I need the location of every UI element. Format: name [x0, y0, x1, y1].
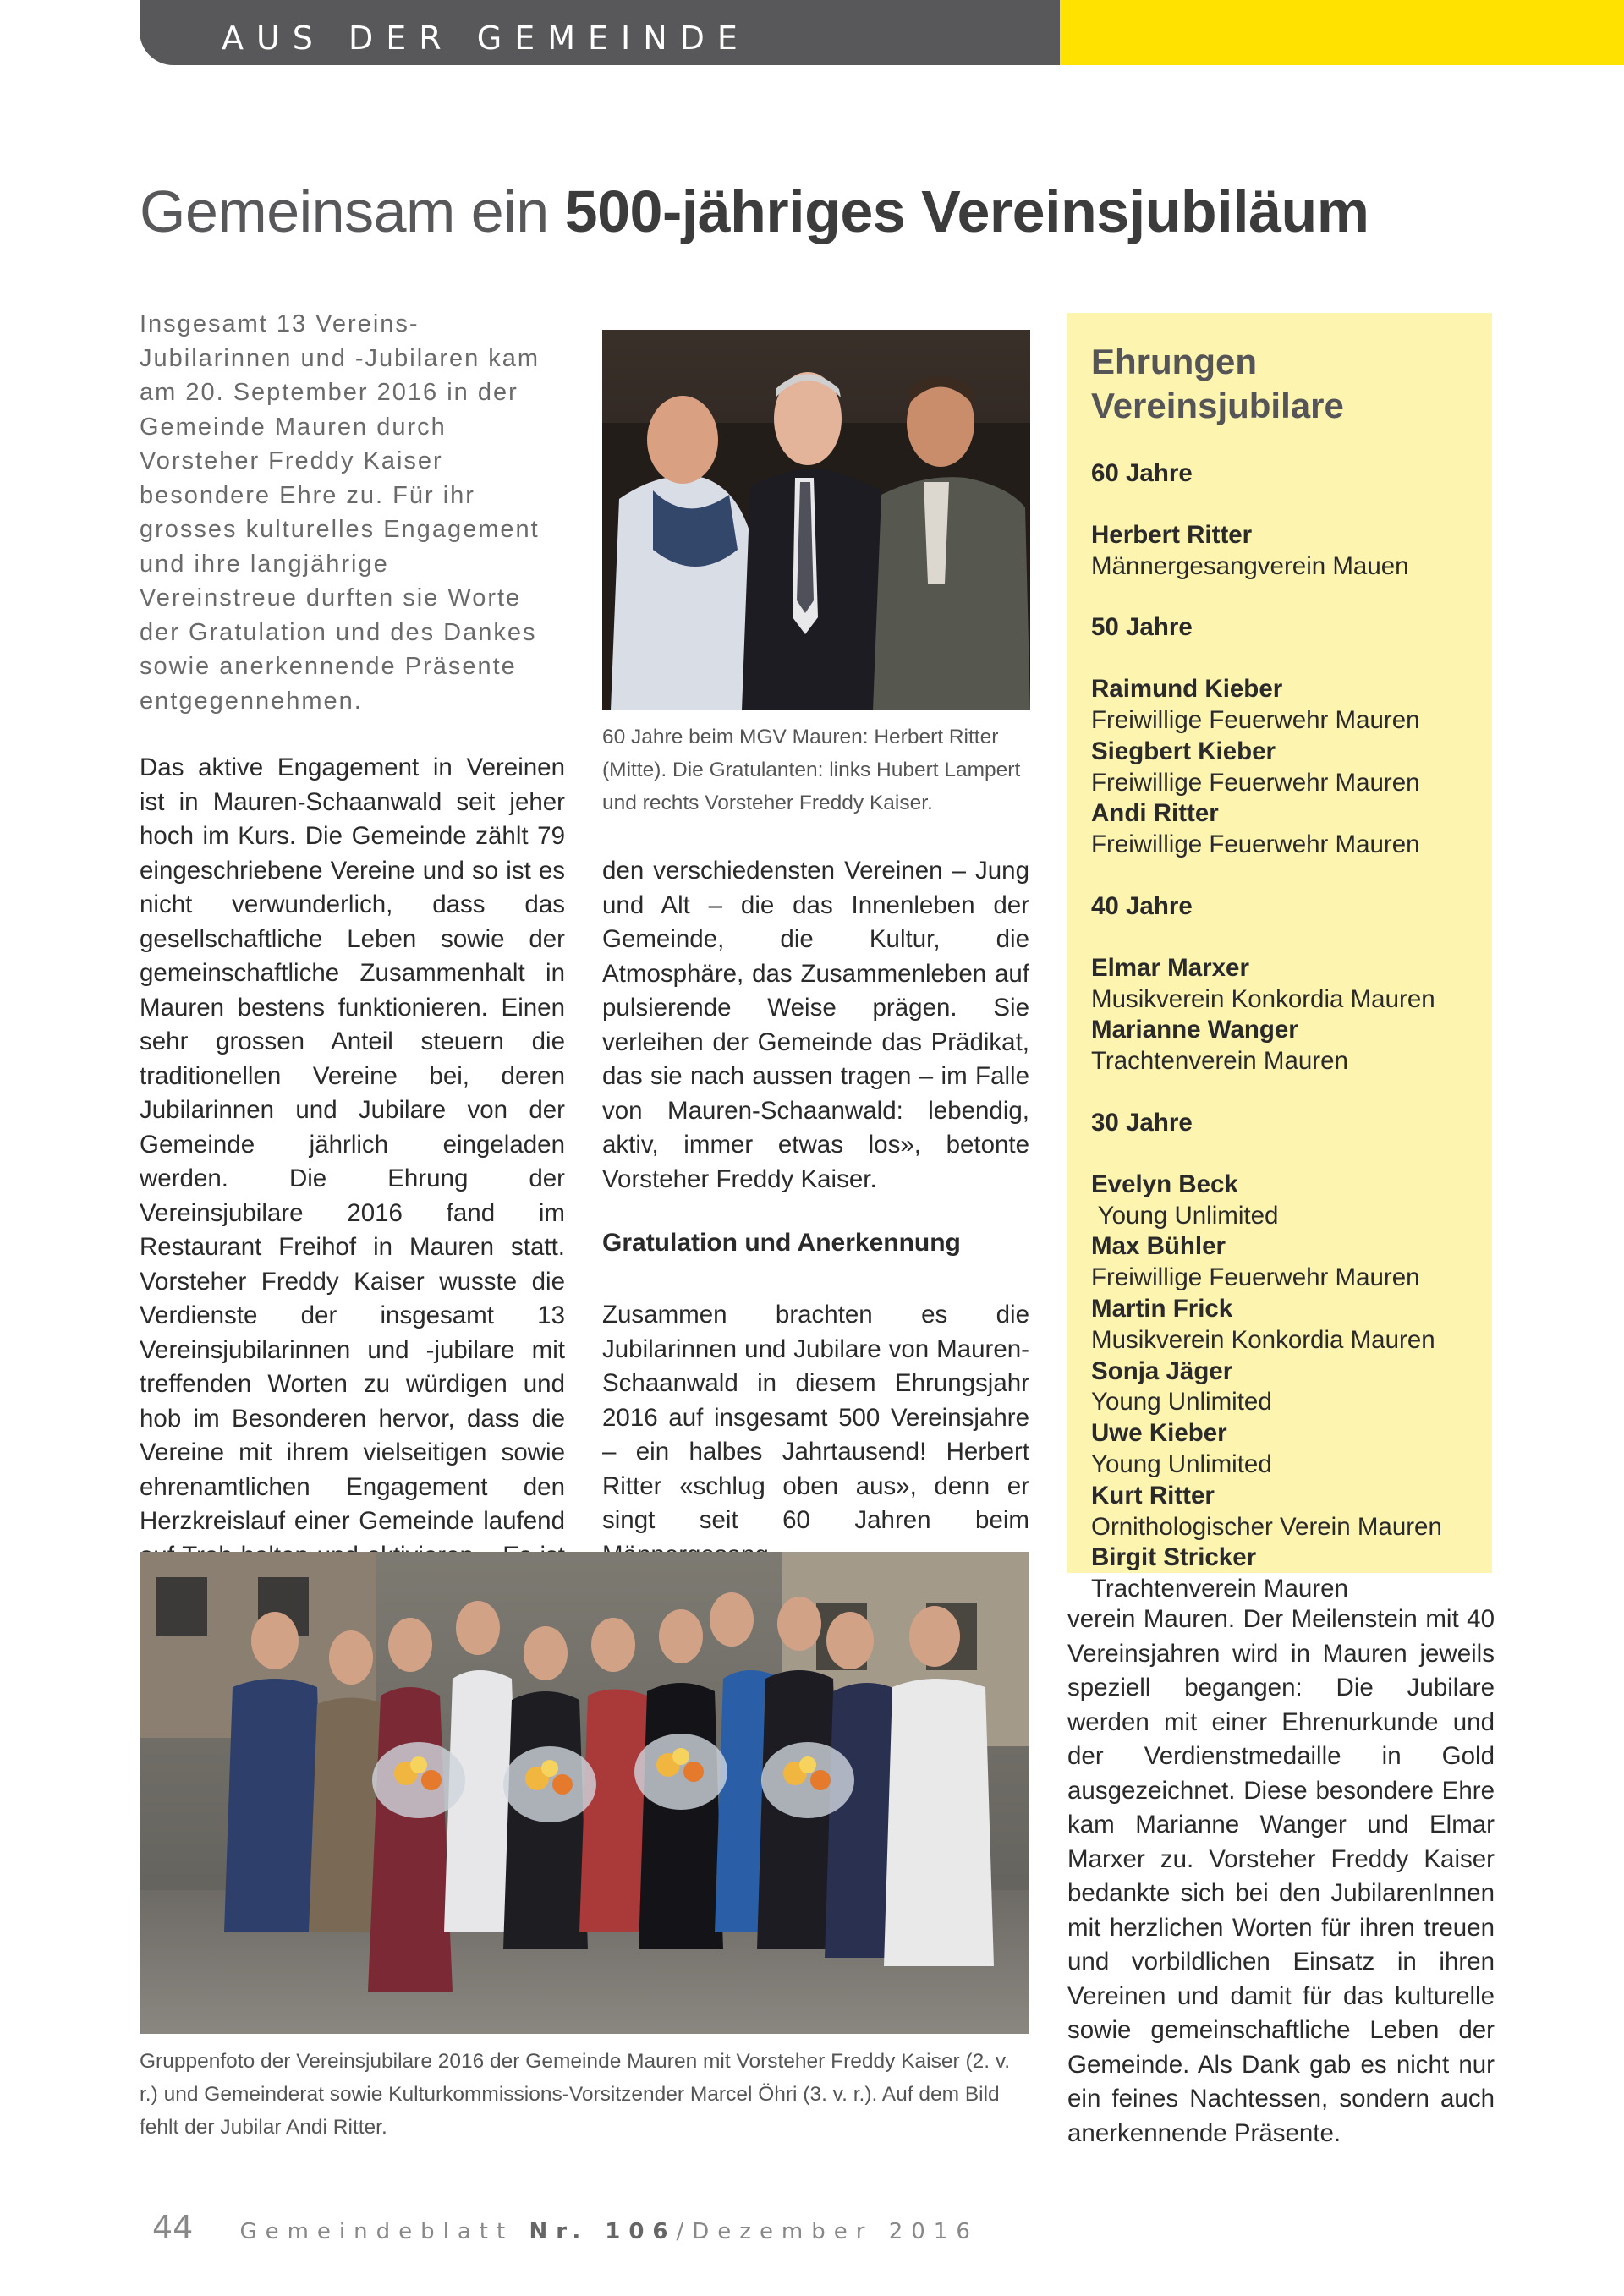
magazine-info [239, 2219, 978, 2244]
honoree-club: Freiwillige Feuerwehr Mauren [1091, 768, 1420, 797]
honoree-club: Trachtenverein Mauren [1091, 1575, 1348, 1603]
honoree-club: Ornithologischer Verein Mauren [1091, 1512, 1442, 1541]
article-intro: Insgesamt 13 Vereins-Jubilarinnen und -Jubilaren kam am 20. September 2016 in der Gemeinde Mauren durch Vorsteher Freddy Kaiser besondere Ehre zu. Für ihr grosses kulturelles Engagement und ihre langjährige Vereinstreue durften sie Worte der Gratulation und des Dankes sowie anerkennende Präsente entgegennehmen. [140, 310, 540, 715]
honoree-name: Kurt Ritter [1091, 1481, 1215, 1510]
honoree-club: Männergesangverein Mauen [1091, 551, 1409, 580]
group-label: 30 Jahre [1091, 1108, 1193, 1137]
title-bold: 500-jähriges Vereinsjubiläum [564, 178, 1369, 244]
sidebar-honoree-list [1091, 458, 1489, 1605]
photo-three-men [602, 330, 1030, 710]
group-label: 40 Jahre [1091, 891, 1193, 920]
honoree-name: Max Bühler [1091, 1232, 1226, 1261]
honoree-name: Herbert Ritter [1091, 520, 1253, 549]
honoree-club: Freiwillige Feuerwehr Mauren [1091, 830, 1420, 859]
body-column-2: den verschiedensten Vereinen – Jung und Alt – die das Innenleben der Gemeinde, die Kultur, die Atmosphäre, das Zusammenleben auf pulsierende Weise prägen. Sie verleihen der Gemeinde das Prädikat, das sie nach aussen tragen – im Falle von Mauren-Schaanwald: lebendig, aktiv, immer etwas los», betonte Vorsteher Freddy Kaiser. [602, 857, 1029, 1193]
photo-three-men-image [602, 330, 1030, 710]
sidebar-title [1091, 340, 1344, 428]
honoree-name: Sonja Jäger [1091, 1356, 1233, 1385]
honoree-name: Uwe Kieber [1091, 1419, 1227, 1448]
photo2-caption: Gruppenfoto der Vereinsjubilare 2016 der Gemeinde Mauren mit Vorsteher Freddy Kaiser (2. v. r.) und Gemeinderat sowie Kulturkommissions-Vorsitzender Marcel Öhri (3. v. r.). Auf dem Bild fehlt der Jubilar Andi Ritter. [140, 2050, 1011, 2139]
magazine-name: Gemeindeblatt [239, 2219, 514, 2244]
honoree-club: Musikverein Konkordia Mauren [1091, 984, 1435, 1013]
group-label: 60 Jahre [1091, 459, 1193, 487]
honoree-name: Martin Frick [1091, 1294, 1233, 1323]
honoree-name: Evelyn Beck [1091, 1170, 1238, 1198]
article-title [140, 178, 1369, 245]
body-column-1: Das aktive Engagement in Vereinen ist in Mauren-Schaanwald seit jeher hoch im Kurs. Die Gemeinde zählt 79 eingeschriebene Vereine und so ist es nicht verwunderlich, dass das gesellschaftliche Leben sowie der gemeinschaftliche Zusammenhalt in Mauren bestens funktionieren. Einen sehr grossen Anteil steuern die traditionellen Vereine bei, deren Jubilarinnen und Jubilare von der Gemeinde jährlich eingeladen werden. Die Ehrung der Vereinsjubilare 2016 fand im Restaurant Freihof in Mauren statt. Vorsteher Freddy Kaiser wusste die Verdienste der insgesamt 13 Vereinsjubilarinnen und -jubilare mit treffenden Worten zu würdigen und hob im Besonderen hervor, dass die Vereine mit ihrem vielseitigen sowie ehrenamtlichen Engagement den Herzkreislauf einer Gemeinde laufend [140, 753, 565, 1535]
subheading: Gratulation und Anerkennung [602, 1229, 961, 1257]
honoree-club: Young Unlimited [1091, 1449, 1272, 1478]
honoree-club: Musikverein Konkordia Mauren [1091, 1325, 1435, 1354]
honoree-name: Marianne Wanger [1091, 1016, 1298, 1044]
issue-date: /Dezember 2016 [676, 2219, 979, 2244]
page-number: 44 [152, 2209, 194, 2246]
honoree-club: Young Unlimited [1091, 1388, 1272, 1417]
section-header-accent [1060, 0, 1624, 65]
honoree-name: Raimund Kieber [1091, 675, 1283, 704]
body-column-3: verein Mauren. Der Meilenstein mit 40 Vereinsjahren wird in Mauren jeweils speziell begangen: Die Jubilare werden mit einer Ehrenurkunde und der Verdienstmedaille in Gold ausgezeichnet. Diese besondere Ehre kam Marianne Wanger und Elmar Marxer zu. Vorsteher Freddy Kaiser bedankte sich bei den JubilarenInnen mit herzlichen Worten für ihren treuen und vorbildlichen Einsatz in ihren Vereinen und damit für das kulturelle sowie gemeinschaftliche Leben der Gemeinde. Als Dank gab es nicht nur ein feines Nachtessen, sondern auch anerkennende Präsente. [1067, 1605, 1495, 2147]
honoree-club: Freiwillige Feuerwehr Mauren [1091, 705, 1420, 734]
honoree-name: Siegbert Kieber [1091, 737, 1276, 765]
photo1-caption: 60 Jahre beim MGV Mauren: Herbert Ritter (Mitte). Die Gratulanten: links Hubert Lampert und rechts Vorsteher Freddy Kaiser. [602, 726, 1021, 814]
group-photo [140, 1552, 1029, 2034]
honoree-club: Freiwillige Feuerwehr Mauren [1091, 1263, 1420, 1292]
sidebar-title-line1: Ehrungen [1091, 342, 1257, 381]
title-regular: Gemeinsam ein [140, 178, 565, 244]
group-label: 50 Jahre [1091, 613, 1193, 642]
sidebar-title-line2: Vereinsjubilare [1091, 386, 1344, 425]
group-photo-image [140, 1552, 1029, 2034]
honoree-name: Birgit Stricker [1091, 1543, 1257, 1572]
body-column-2b: Zusammen brachten es die Jubilarinnen und Jubilare von Mauren-Schaanwald in diesem Ehrungsjahr 2016 auf insgesamt 500 Vereinsjahre – ein halbes Jahrtausend! Herbert Ritter «schlug oben aus», denn er singt seit 60 Jahren beim [602, 1301, 1029, 1534]
page-footer [152, 2209, 979, 2246]
honoree-club: Young Unlimited [1091, 1201, 1279, 1230]
section-title: AUS DER GEMEINDE [222, 19, 750, 57]
issue-number: Nr. 106 [529, 2219, 677, 2244]
honoree-name: Elmar Marxer [1091, 953, 1249, 982]
honoree-club: Trachtenverein Mauren [1091, 1047, 1348, 1076]
honoree-name: Andi Ritter [1091, 799, 1219, 828]
